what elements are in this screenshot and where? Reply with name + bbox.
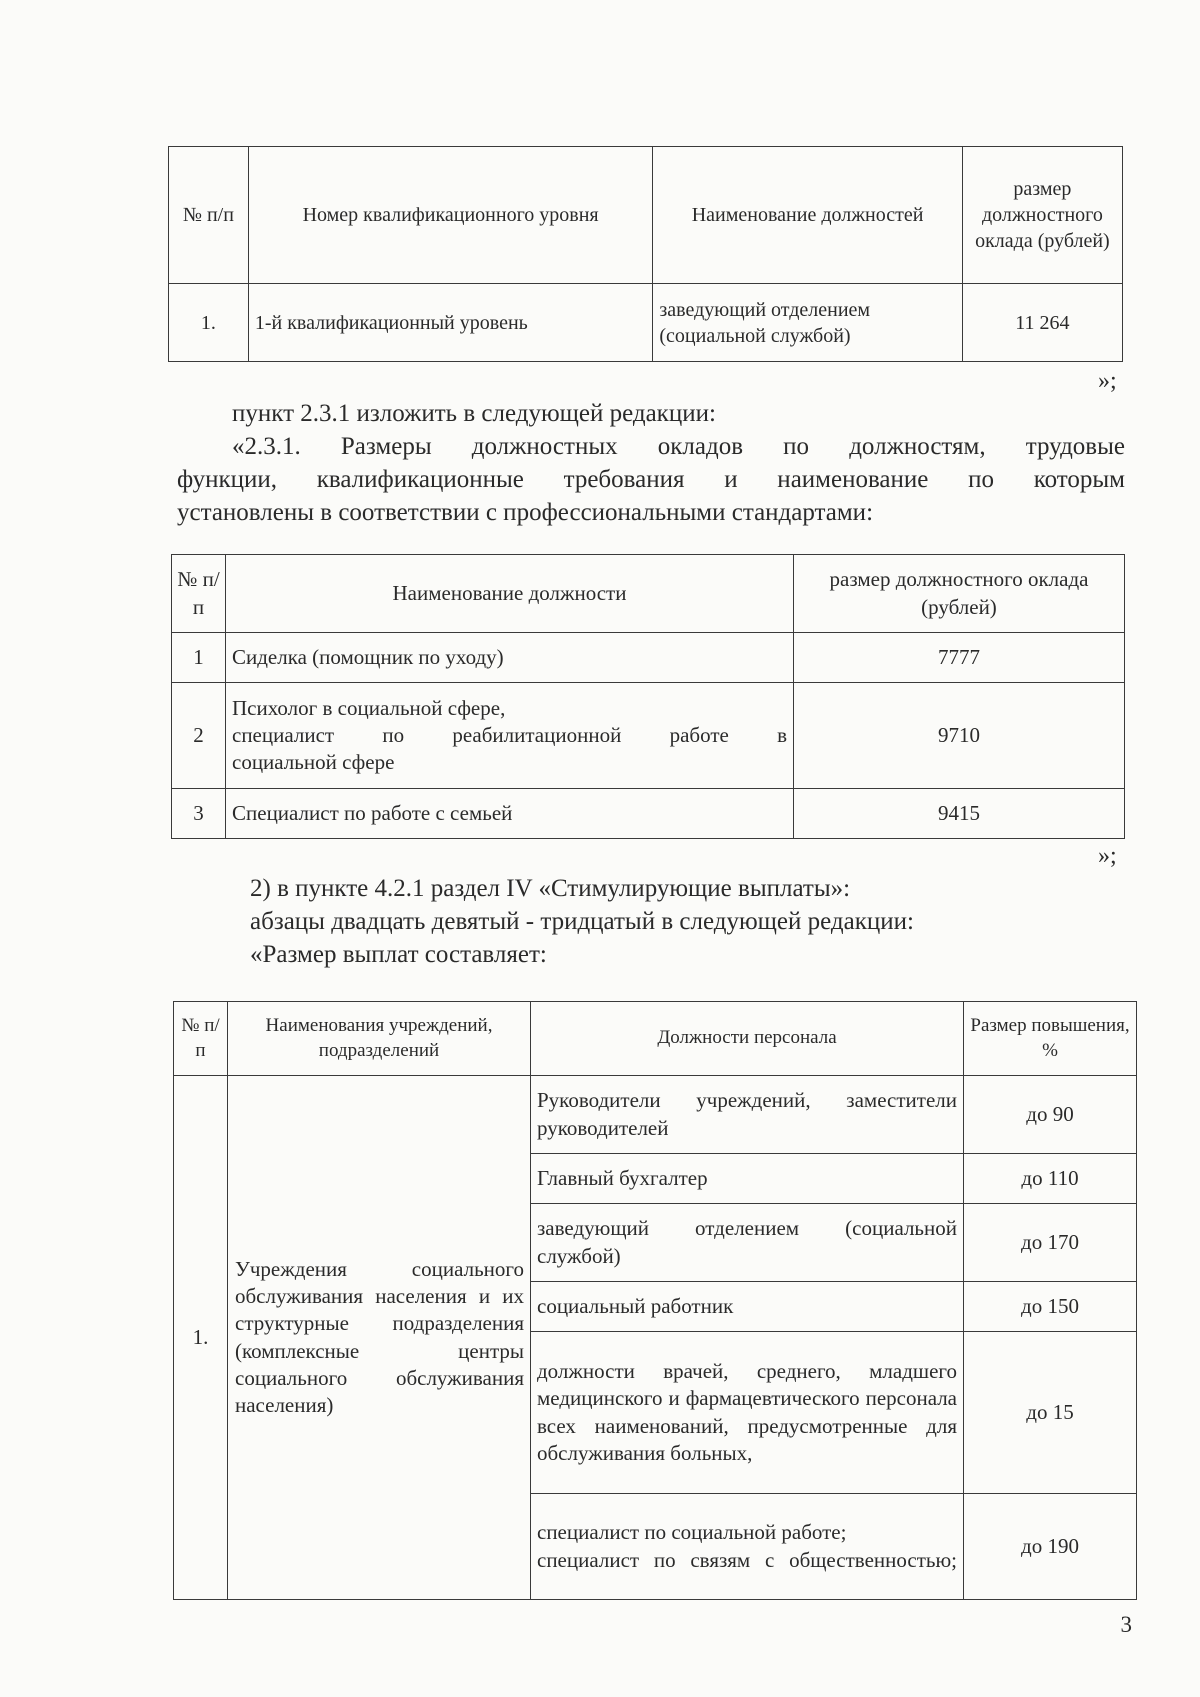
- paragraph: 2) в пункте 4.2.1 раздел IV «Стимулирующие выплаты»:: [250, 875, 851, 902]
- position-name: должности врачей, среднего, младшего медицинского и фармацевтического персонала всех наименований, предусмотренные для обслуживания больных,: [531, 1332, 964, 1494]
- incentive-payments-table: [173, 1001, 1137, 1600]
- header-cell: Наименования учреждений, подразделений: [228, 1002, 531, 1076]
- institution-name: Учреждения социального обслуживания населения и их структурные подразделения (комплексные центры социального обслуживания населения): [228, 1076, 531, 1600]
- salary-value: 9415: [794, 789, 1125, 839]
- table-row: [172, 789, 1125, 839]
- row-number: 1.: [174, 1076, 228, 1600]
- position-name: заведующий отделением (социальной службой): [531, 1204, 964, 1282]
- position-line: специалист по социальной работе;: [537, 1520, 847, 1545]
- position-name: Руководители учреждений, заместители руководителей: [531, 1076, 964, 1154]
- increase-value: до 110: [964, 1154, 1137, 1204]
- row-number: 3: [172, 789, 226, 839]
- position-name: заведующий отделением (социальной службой): [653, 284, 962, 362]
- page-number: 3: [1120, 1612, 1132, 1637]
- position-salary-table: [171, 554, 1125, 839]
- header-cell: № п/п: [169, 147, 249, 284]
- paragraph: абзацы двадцать девятый - тридцатый в следующей редакции:: [250, 908, 914, 935]
- position-name: социальный работник: [531, 1282, 964, 1332]
- position-name: [531, 1494, 964, 1600]
- quote-closer: »;: [1098, 843, 1117, 869]
- header-cell: размер должностного оклада (рублей): [962, 147, 1122, 284]
- header-cell: № п/п: [172, 555, 226, 633]
- row-number: 2: [172, 683, 226, 789]
- paragraph: «Размер выплат составляет:: [250, 941, 547, 968]
- table-row: [169, 284, 1123, 362]
- header-cell: Номер квалификационного уровня: [248, 147, 653, 284]
- header-cell: № п/п: [174, 1002, 228, 1076]
- row-number: 1.: [169, 284, 249, 362]
- increase-value: до 90: [964, 1076, 1137, 1154]
- header-cell: Наименование должности: [226, 555, 794, 633]
- position-line: специалист по реабилитационной работе в: [232, 722, 787, 747]
- salary-value: 7777: [794, 633, 1125, 683]
- qualification-level: 1-й квалификационный уровень: [248, 284, 653, 362]
- qualification-level-table: [168, 146, 1123, 362]
- header-cell: Должности персонала: [531, 1002, 964, 1076]
- increase-value: до 15: [964, 1332, 1137, 1494]
- position-name: Специалист по работе с семьей: [226, 789, 794, 839]
- table-row: [172, 683, 1125, 789]
- increase-value: до 150: [964, 1282, 1137, 1332]
- quote-closer: »;: [1098, 368, 1117, 394]
- increase-value: до 190: [964, 1494, 1137, 1600]
- paragraph: пункт 2.3.1 изложить в следующей редакции:: [232, 400, 716, 427]
- table-header-row: [169, 147, 1123, 284]
- position-line: специалист по связям с общественностью;: [537, 1547, 957, 1572]
- position-line: Психолог в социальной сфере,: [232, 695, 506, 720]
- position-line: социальной сфере: [232, 750, 395, 775]
- position-name: [226, 683, 794, 789]
- header-cell: Размер повышения, %: [964, 1002, 1137, 1076]
- salary-value: 11 264: [962, 284, 1122, 362]
- header-cell: размер должностного оклада (рублей): [794, 555, 1125, 633]
- position-name: Главный бухгалтер: [531, 1154, 964, 1204]
- paragraph-line: функции, квалификационные требования и наименование по которым: [177, 466, 1125, 493]
- table-row: [174, 1076, 1137, 1154]
- salary-value: 9710: [794, 683, 1125, 789]
- table-header-row: [174, 1002, 1137, 1076]
- paragraph-line: «2.3.1. Размеры должностных окладов по должностям, трудовые: [232, 433, 1125, 460]
- row-number: 1: [172, 633, 226, 683]
- position-name: Сиделка (помощник по уходу): [226, 633, 794, 683]
- increase-value: до 170: [964, 1204, 1137, 1282]
- table-row: [172, 633, 1125, 683]
- table-header-row: [172, 555, 1125, 633]
- header-cell: Наименование должностей: [653, 147, 962, 284]
- paragraph-line: установлены в соответствии с профессиональными стандартами:: [177, 499, 874, 526]
